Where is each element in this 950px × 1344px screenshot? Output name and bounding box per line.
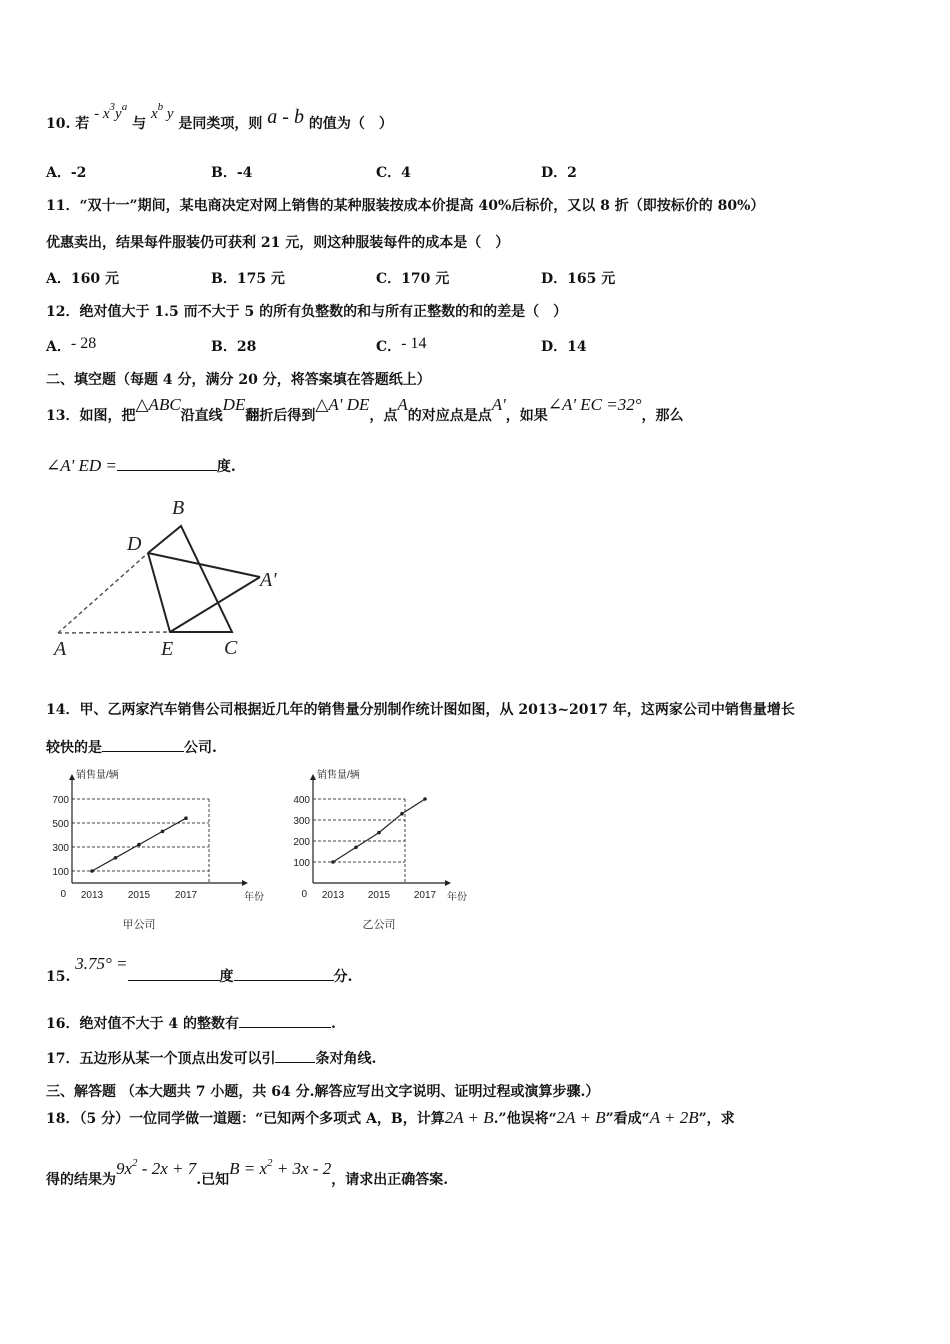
q12-option-c: C．- 14 [376, 335, 427, 355]
x-tick-label: 2017 [174, 890, 198, 901]
q10-expr3: a - b [267, 106, 304, 128]
x-tick-label: 2015 [127, 890, 151, 901]
y-tick-label: 100 [52, 867, 69, 878]
y-tick-label: 300 [52, 843, 69, 854]
q14-line1: 14．甲、乙两家汽车销售公司根据近几年的销售量分别制作统计图如图，从 2013~2017 年，这两家公司中销售量增长 [46, 702, 795, 718]
x-tick-label: 2015 [367, 890, 391, 901]
q18-line2: 得的结果为$9x^2 - 2x + 7$.已知$B = x^2 + 3x - 2$，请求出正确答案. [46, 1157, 449, 1188]
label-b: B [172, 497, 185, 519]
q15-stem: 15. 3.75° =度 分. [46, 954, 353, 985]
x-tick-label: 2013 [321, 890, 345, 901]
y-axis-label: 销售量/辆 [76, 770, 119, 781]
chart-company-yi [285, 766, 467, 936]
x-tick-label: 2017 [413, 890, 437, 901]
x-axis-arrow [445, 880, 451, 886]
data-point [137, 843, 141, 847]
label-a: A [54, 638, 67, 660]
line-aprime-e [170, 577, 260, 632]
y-tick-label: 700 [52, 795, 69, 806]
q16-answer-blank[interactable] [239, 1013, 331, 1028]
q11-line1: 11．“双十一”期间，某电商决定对网上销售的某种服装按成本价提高 40%后标价，又以 8 折（即按标价的 80%） [46, 198, 765, 214]
q10-stem: 10. 若 - $x^3y^a$ 与 $x^b$ y 是同类项，则 a - b 的值为（ ） [46, 101, 393, 132]
q10-expr1: - $x^3y^a$ [94, 101, 128, 122]
label-aprime: A' [260, 569, 277, 591]
q14-answer-blank[interactable] [102, 737, 184, 752]
data-point [184, 816, 188, 820]
q10-option-b: B．-4 [211, 165, 253, 181]
chart-title: 甲公司 [122, 919, 156, 931]
q11-option-d: D．165 元 [541, 271, 616, 287]
section3-heading: 三、解答题 （本大题共 7 小题，共 64 分.解答应写出文字说明、证明过程或演算步骤.） [46, 1084, 600, 1100]
y-tick-label: 500 [52, 819, 69, 830]
label-d: D [127, 533, 142, 555]
data-point [354, 846, 358, 850]
q13-stem: 13．如图，把△ABC沿直线DE翻折后得到△A' DE，点A的对应点是点A'，如果∠A' EC =32°，那么 [46, 395, 684, 424]
q10-expr2: $x^b$ y [150, 101, 174, 122]
y-tick-label: 300 [293, 816, 310, 827]
data-point [90, 869, 94, 873]
data-point [377, 831, 381, 835]
dashed-line-ad [58, 553, 148, 633]
dashed-line-ae [58, 632, 170, 633]
y-tick-label: 200 [293, 837, 310, 848]
q10-option-c: C．4 [376, 165, 411, 181]
data-point [331, 860, 335, 864]
q11-option-a: A．160 元 [46, 271, 119, 287]
origin-label: 0 [301, 889, 307, 900]
y-tick-label: 100 [293, 858, 310, 869]
data-point [114, 856, 118, 860]
triangle-bce-with-d [148, 526, 232, 632]
q11-line2: 优惠卖出，结果每件服装仍可获利 21 元，则这种服装每件的成本是（ ） [46, 235, 510, 251]
q12-option-a: A．- 28 [46, 335, 97, 355]
x-axis-label: 年份 [244, 892, 264, 903]
q12-stem: 12．绝对值大于 1.5 而不大于 5 的所有负整数的和与所有正整数的和的差是（ ） [46, 304, 568, 320]
data-point [423, 797, 427, 801]
q13-geometry-figure [50, 490, 290, 665]
q15-degree-blank[interactable] [128, 966, 220, 981]
q11-option-b: B．175 元 [211, 271, 285, 287]
x-axis-label: 年份 [447, 892, 467, 903]
q10-option-a: A．-2 [46, 165, 87, 181]
q17-stem: 17．五边形从某一个顶点出发可以引 条对角线. [46, 1048, 376, 1069]
q18-line1: 18．（5 分）一位同学做一道题：“已知两个多项式 A，B，计算2A + B.”他误将“2A + B”看成“A + 2B”，求 [46, 1108, 735, 1127]
q10-option-d: D．2 [541, 165, 577, 181]
q12-option-b: B．28 [211, 339, 257, 355]
q12-option-d: D．14 [541, 339, 587, 355]
chart-title: 乙公司 [362, 919, 396, 931]
label-e: E [161, 638, 174, 660]
q13-answer-line: ∠A' ED = 度. [46, 456, 236, 475]
q15-minute-blank[interactable] [234, 966, 334, 981]
x-axis-arrow [242, 880, 248, 886]
q11-option-c: C．170 元 [376, 271, 450, 287]
y-axis-arrow [310, 774, 316, 780]
data-point [161, 830, 165, 834]
q14-line2: 较快的是 公司. [46, 737, 217, 758]
y-axis-label: 销售量/辆 [317, 770, 360, 781]
chart-company-jia [44, 766, 264, 936]
q16-stem: 16．绝对值不大于 4 的整数有 . [46, 1013, 336, 1034]
section2-heading: 二、填空题（每题 4 分，满分 20 分，将答案填在答题纸上） [46, 372, 431, 388]
label-c: C [224, 637, 238, 659]
data-point [400, 812, 404, 816]
q17-answer-blank[interactable] [275, 1048, 315, 1063]
series-line [333, 799, 425, 862]
origin-label: 0 [60, 889, 66, 900]
q13-answer-blank[interactable] [117, 456, 217, 471]
y-axis-arrow [69, 774, 75, 780]
y-tick-label: 400 [293, 795, 310, 806]
x-tick-label: 2013 [80, 890, 104, 901]
